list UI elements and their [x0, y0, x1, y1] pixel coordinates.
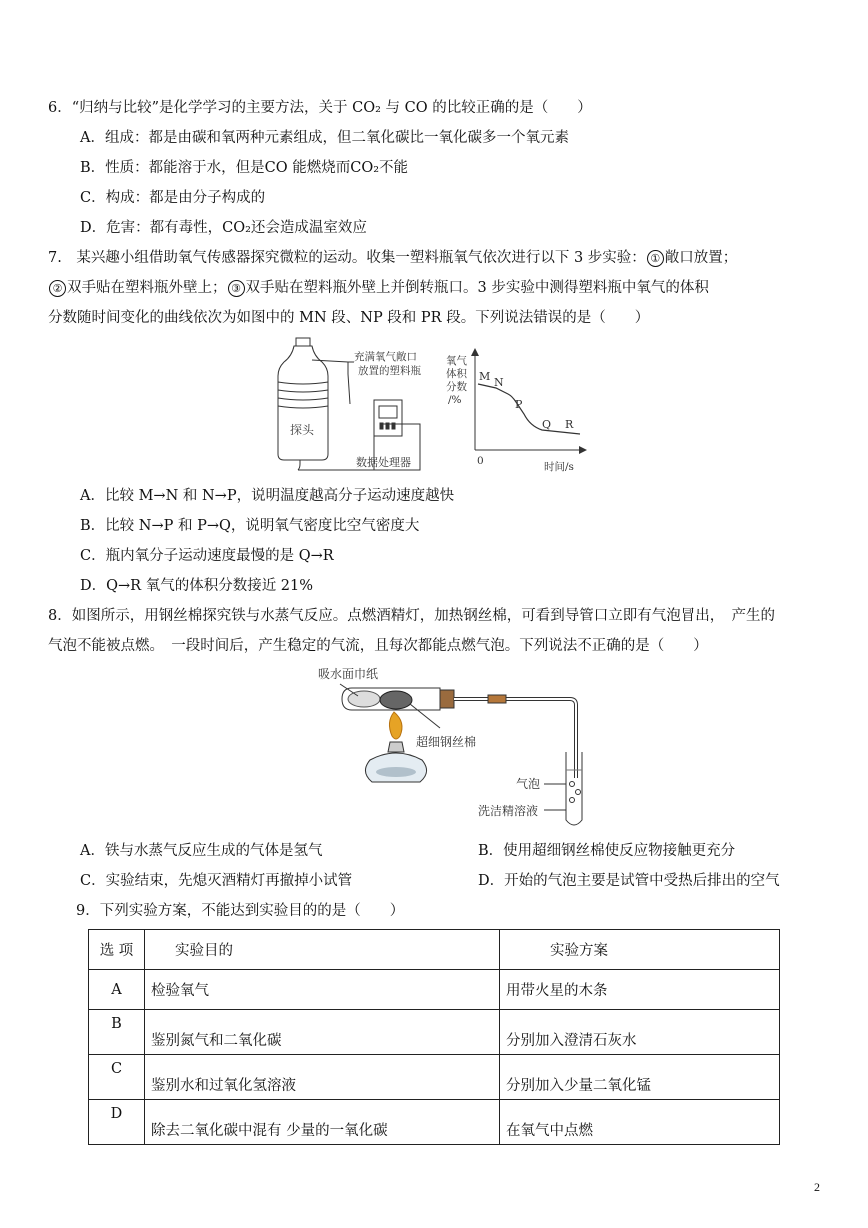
row-a-purpose: 检验氧气	[145, 970, 500, 1010]
x-label: 时间/s	[544, 461, 574, 473]
q7-figure	[270, 334, 600, 476]
q7-stem-text-1: 7. 某兴趣小组借助氧气传感器探究微粒的运动。收集一塑料瓶氧气依次进行以下 3 步实验：	[48, 250, 646, 266]
row-d-option: D	[89, 1100, 145, 1145]
point-q: Q	[542, 418, 552, 431]
q6-option-a: A．组成：都是由碳和氧两种元素组成，但二氧化碳比一氧化碳多一个氧元素	[80, 130, 569, 146]
data-processor-icon	[374, 400, 402, 436]
q8-stem-line2: 气泡不能被点燃。 一段时间后，产生稳定的气流，且每次都能点燃气泡。下列说法不正确的是（ ）	[48, 638, 708, 654]
y-label-2: 体积	[446, 368, 467, 380]
origin-label: 0	[477, 455, 484, 467]
steel-wool	[380, 691, 412, 709]
solution-label: 洗洁精溶液	[478, 804, 539, 818]
point-m: M	[479, 370, 491, 383]
y-label-1: 氧气	[446, 355, 467, 367]
point-p: P	[515, 398, 523, 411]
q7-stem-text-2a: 双手贴在塑料瓶外壁上；	[67, 280, 227, 296]
q8-option-a: A．铁与水蒸气反应生成的气体是氢气	[80, 843, 323, 859]
q9-stem: 9．下列实验方案，不能达到实验目的的是（ ）	[76, 903, 405, 919]
page-number: 2	[814, 1180, 820, 1194]
row-d-purpose: 除去二氧化碳中混有 少量的一氧化碳	[145, 1100, 500, 1145]
circled-one: ①	[647, 250, 664, 267]
q7-option-a: A．比较 M→N 和 N→P，说明温度越高分子运动速度越快	[80, 488, 455, 504]
q7-stem-line2	[48, 278, 709, 298]
bubble-icon	[570, 782, 575, 787]
point-n: N	[494, 376, 504, 389]
point-r: R	[565, 418, 574, 431]
q8-option-d: D．开始的气泡主要是试管中受热后排出的空气	[478, 873, 780, 889]
bottle-label-2: 放置的塑料瓶	[358, 365, 421, 377]
q7-stem-text-1b: 敞口放置；	[664, 250, 738, 266]
q8-option-c: C．实验结束，先熄灭酒精灯再撤掉小试管	[80, 873, 353, 889]
q7-stem-line1	[48, 248, 737, 268]
wool-label: 超细钢丝棉	[416, 735, 477, 749]
table-row	[89, 1055, 780, 1100]
y-axis-arrow	[471, 348, 479, 356]
y-label-4: /%	[448, 394, 462, 406]
circled-two: ②	[49, 280, 66, 297]
q8-figure	[318, 660, 600, 830]
row-c-purpose: 鉴别水和过氧化氢溶液	[145, 1055, 500, 1100]
x-axis-arrow	[579, 446, 587, 454]
row-b-plan: 分别加入澄清石灰水	[500, 1010, 780, 1055]
paper-wad	[348, 691, 380, 707]
row-b-purpose: 鉴别氮气和二氧化碳	[145, 1010, 500, 1055]
circled-three: ③	[228, 280, 245, 297]
wick-holder	[388, 742, 404, 752]
row-c-option: C	[89, 1055, 145, 1100]
oxygen-graph	[471, 348, 587, 454]
header-plan: 实验方案	[500, 930, 780, 970]
flame-icon	[389, 712, 402, 739]
q6-option-c: C．构成：都是由分子构成的	[80, 190, 266, 206]
table-row	[89, 1100, 780, 1145]
q6-option-d: D．危害：都有毒性，CO₂还会造成温室效应	[80, 220, 367, 236]
q6-stem: 6．“归纳与比较”是化学学习的主要方法，关于 CO₂ 与 CO 的比较正确的是（ ）	[48, 100, 592, 116]
rubber-connector	[488, 695, 506, 703]
q7-stem-text-2b: 双手贴在塑料瓶外壁上并倒转瓶口。3 步实验中测得塑料瓶中氧气的体积	[245, 280, 709, 296]
bottle-label-1: 充满氧气敞口	[354, 351, 417, 363]
row-d-plan: 在氧气中点燃	[500, 1100, 780, 1145]
probe-label: 探头	[290, 423, 315, 437]
y-label-3: 分数	[446, 381, 467, 393]
row-b-option: B	[89, 1010, 145, 1055]
row-a-option: A	[89, 970, 145, 1010]
q7-option-d: D．Q→R 氧气的体积分数接近 21%	[80, 578, 314, 594]
table-header-row	[89, 930, 780, 970]
processor-label: 数据处理器	[356, 456, 411, 469]
plastic-bottle-icon	[278, 338, 328, 460]
row-a-plan: 用带火星的木条	[500, 970, 780, 1010]
q7-stem-line3: 分数随时间变化的曲线依次为如图中的 MN 段、NP 段和 PR 段。下列说法错误的是（ ）	[48, 310, 650, 326]
bubble-label: 气泡	[516, 777, 541, 791]
header-option: 选 项	[89, 930, 145, 970]
q8-option-b: B．使用超细钢丝棉使反应物接触更充分	[478, 843, 736, 859]
paper-label: 吸水面巾纸	[318, 667, 379, 681]
q6-option-b: B．性质：都能溶于水，但是CO 能燃烧而CO₂不能	[80, 160, 409, 176]
q8-stem-line1: 8．如图所示，用钢丝棉探究铁与水蒸气反应。点燃酒精灯，加热钢丝棉，可看到导管口立即有气泡冒出， 产生的	[48, 608, 775, 624]
table-row	[89, 970, 780, 1010]
row-c-plan: 分别加入少量二氧化锰	[500, 1055, 780, 1100]
table-row	[89, 1010, 780, 1055]
q7-option-c: C．瓶内氧分子运动速度最慢的是 Q→R	[80, 548, 334, 564]
q7-option-b: B．比较 N→P 和 P→Q，说明氧气密度比空气密度大	[80, 518, 420, 534]
q9-table	[88, 929, 780, 1145]
header-purpose: 实验目的	[145, 930, 500, 970]
